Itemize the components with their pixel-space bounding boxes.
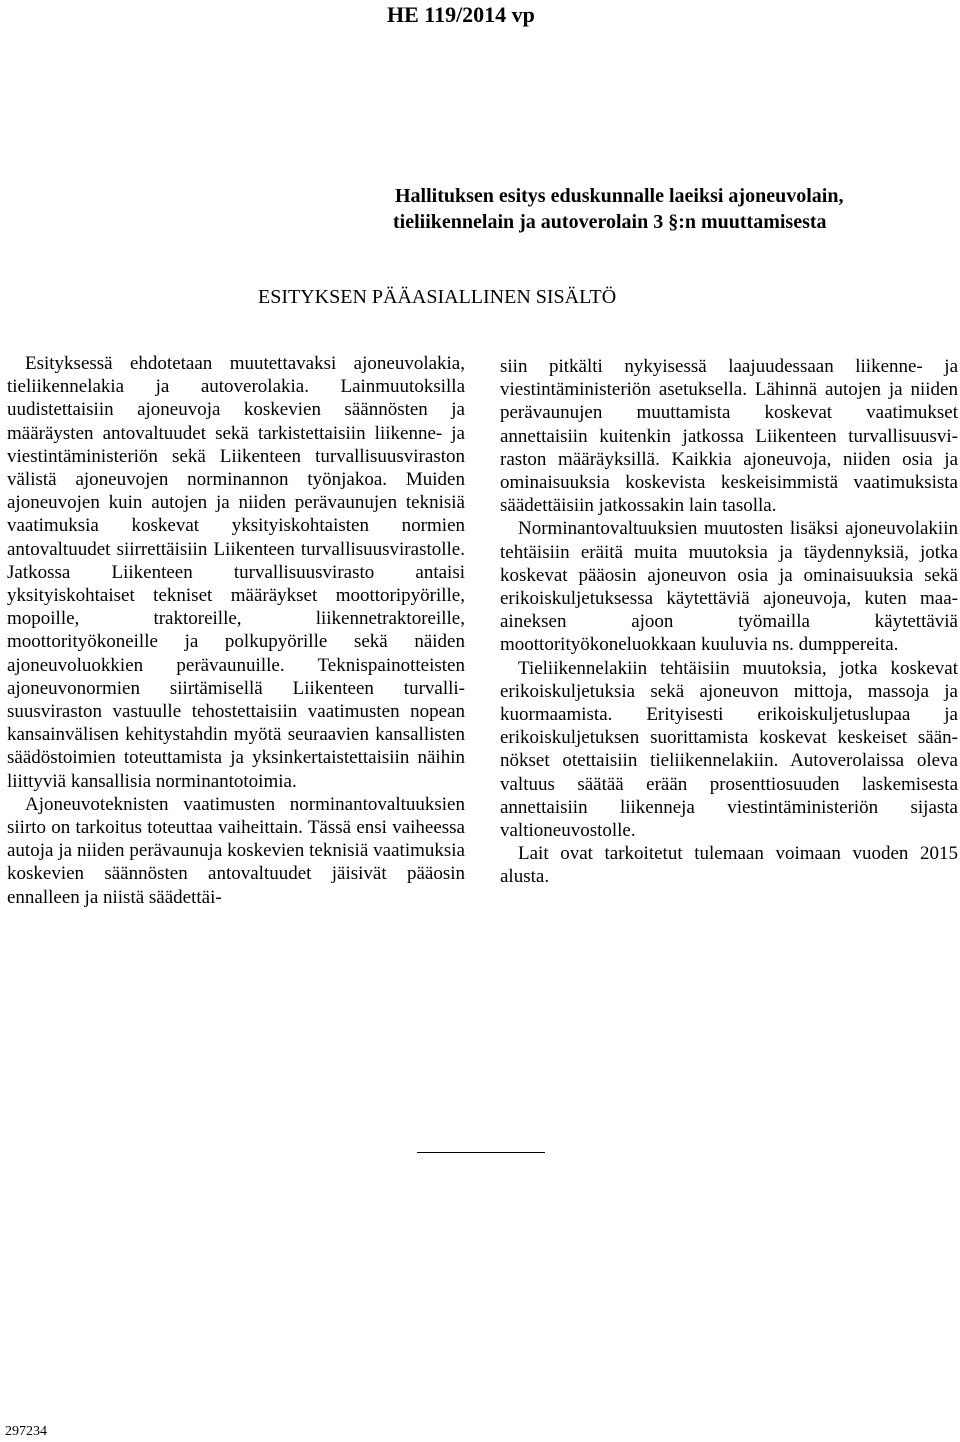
right-paragraph-2: Norminantovaltuuksien muutosten lisäksi ajoneuvolakiin tehtäisiin eräitä muita muutoksia ja täydennyksiä, jotka koskevat pääosin ajoneuvon osia ja ominaisuuksia sekä erikoiskuljetuksessa käytettäviä ajoneuvoja, kuten maa-aineksen ajoon työmailla käytettäviä moottorityökoneluokkaan kuuluvia ns. dumppereita. [500,518,958,656]
left-column [7,352,465,909]
right-paragraph-4: Lait ovat tarkoitetut tulemaan voimaan vuoden 2015 alusta. [500,843,958,888]
right-paragraph-3: Tieliikennelakiin tehtäisiin muutoksia, jotka koskevat erikoiskuljetuksia sekä ajoneuvon mittoja, massoja ja kuormaamista. Erityisesti erikoiskuljetuslupaa ja erikoiskuljetuksen suorittamista koskevat keskeiset säännökset otettaisiin tieliikennelakiin. Autoverolaissa oleva valtuus säätää erään prosenttiosuuden laskemisesta annettaisiin liikenneja viestintäministeriön sijasta valtioneuvostolle. [500,657,958,842]
right-paragraph-1: siin pitkälti nykyisessä laajuudessaan liikenne- ja viestintäministeriön asetuksella. Lähinnä autojen ja niiden perävaunujen muuttamista koskevat vaatimukset annettaisiin kuitenkin jatkossa Liikenteen turvallisuusviraston määräyksillä. Kaikkia ajoneuvoja, niiden osia ja ominaisuuksia koskevista keskeisimmistä vaatimuksista säädettäisiin jatkossakin lain tasolla. [500,356,958,517]
end-rule [417,1152,545,1153]
right-column [500,355,958,889]
footer-code: 297234 [5,1424,47,1439]
title-line-2: tieliikennelain ja autoverolain 3 §:n muuttamisesta [393,211,827,233]
title-line-1: Hallituksen esitys eduskunnalle laeiksi ajoneuvolain, [395,185,844,207]
left-paragraph-2: Ajoneuvoteknisten vaatimusten norminantovaltuuksien siirto on tarkoitus toteuttaa vaiheittain. Tässä ensi vaiheessa autoja ja niiden perävaunuja koskevien teknisiä vaatimuksia koskevien säännösten antovaltuudet jäisivät pääosin ennalleen ja niistä säädettäi- [7,793,465,908]
left-paragraph-1: Esityksessä ehdotetaan muutettavaksi ajoneuvolakia, tieliikennelakia ja autoverolakia. Lainmuutoksilla uudistettaisiin ajoneuvoja koskevien säännösten ja määräysten antovaltuudet sekä tarkistettaisiin liikenne- ja viestintäministeriön sekä Liikenteen turvallisuusviraston välistä ajoneuvojen norminannon työnjakoa. Muiden ajoneuvojen kuin autojen ja niiden perävaunujen teknisiä vaatimuksia koskevat yksityiskohtaisten normien antovaltuudet siirrettäisiin Liikenteen turvallisuusvirastolle. Jatkossa Liikenteen turvallisuusvirasto antaisi yksityiskohtaiset tekniset määräykset moottoripyörille, mopoille, traktoreille, liikennetraktoreille, moottorityökoneille ja polkupyörille sekä näiden ajoneuvoluokkien perävaunuille. Teknispainotteisten ajoneuvonormien siirtämisellä Liikenteen turvallisuusviraston vastuulle tehostettaisiin vaatimusten nopean kansainvälisen kehitystahdin myötä seuraavien kansallisten säädöstoimien toteuttamista ja yksinkertaistettaisiin näihin liittyviä kansallisia norminantotoimia. [7,353,465,792]
document-id: HE 119/2014 vp [387,2,535,27]
section-heading: ESITYKSEN PÄÄASIALLINEN SISÄLTÖ [258,286,617,308]
document-title [0,183,960,235]
